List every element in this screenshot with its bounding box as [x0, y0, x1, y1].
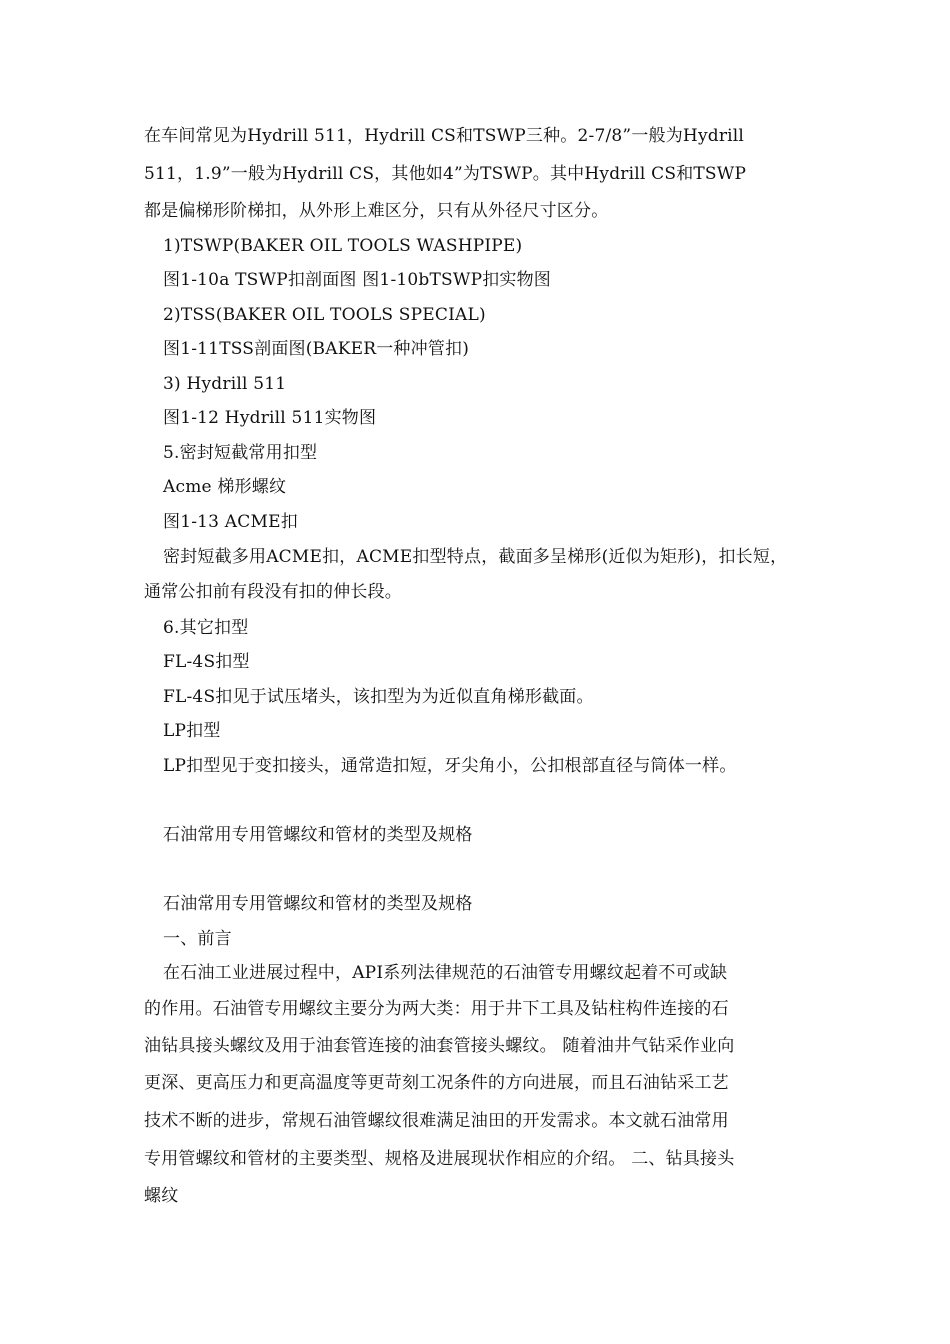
figure-caption: 图1-13 ACME扣 [163, 512, 298, 532]
paragraph-line: 在车间常见为Hydrill 511，Hydrill CS和TSWP三种。2-7/8”一般为Hydrill [144, 126, 745, 146]
section-heading-tswp: 1)TSWP(BAKER OIL TOOLS WASHPIPE) [163, 236, 523, 256]
figure-caption: 图1-12 Hydrill 511实物图 [163, 408, 377, 428]
subheading-acme: Acme 梯形螺纹 [163, 477, 287, 497]
subheading-lp: LP扣型 [163, 721, 221, 741]
paragraph-line: 都是偏梯形阶梯扣，从外形上难区分，只有从外径尺寸区分。 [144, 201, 609, 221]
subheading-fl4s: FL-4S扣型 [163, 652, 250, 672]
paragraph-line: 更深、更高压力和更高温度等更苛刻工况条件的方向进展，而且石油钻采工艺 [144, 1073, 729, 1093]
article-title: 石油常用专用管螺纹和管材的类型及规格 [163, 894, 473, 914]
paragraph-line: 螺纹 [144, 1186, 179, 1206]
section-heading-preface: 一、前言 [163, 929, 232, 949]
section-heading-hydrill: 3) Hydrill 511 [163, 374, 287, 394]
paragraph-line: 技术不断的进步，常规石油管螺纹很难满足油田的开发需求。本文就石油常用 [144, 1111, 729, 1131]
paragraph-line: 专用管螺纹和管材的主要类型、规格及进展现状作相应的介绍。 二、钻具接头 [144, 1149, 735, 1169]
paragraph-line: LP扣型见于变扣接头，通常造扣短，牙尖角小，公扣根部直径与筒体一样。 [163, 756, 737, 776]
paragraph-line: FL-4S扣见于试压堵头，该扣型为为近似直角梯形截面。 [163, 687, 594, 707]
section-heading-sealing: 5.密封短截常用扣型 [163, 443, 318, 463]
paragraph-line: 在石油工业进展过程中，API系列法律规范的石油管专用螺纹起着不可或缺 [163, 963, 728, 983]
section-heading-tss: 2)TSS(BAKER OIL TOOLS SPECIAL) [163, 305, 486, 325]
article-title: 石油常用专用管螺纹和管材的类型及规格 [163, 825, 473, 845]
paragraph-line: 油钻具接头螺纹及用于油套管连接的油套管接头螺纹。 随着油井气钻采作业向 [144, 1036, 735, 1056]
figure-caption: 图1-10a TSWP扣剖面图 图1-10bTSWP扣实物图 [163, 270, 552, 290]
paragraph-line: 的作用。石油管专用螺纹主要分为两大类：用于井下工具及钻柱构件连接的石 [144, 999, 729, 1019]
paragraph-line: 通常公扣前有段没有扣的伸长段。 [144, 582, 402, 602]
figure-caption: 图1-11TSS剖面图(BAKER一种冲管扣) [163, 339, 470, 359]
paragraph-line: 511，1.9”一般为Hydrill CS，其他如4”为TSWP。其中Hydrill CS和TSWP [144, 164, 747, 184]
section-heading-other: 6.其它扣型 [163, 618, 249, 638]
paragraph-line: 密封短截多用ACME扣，ACME扣型特点，截面多呈梯形(近似为矩形)，扣长短， [163, 547, 788, 567]
